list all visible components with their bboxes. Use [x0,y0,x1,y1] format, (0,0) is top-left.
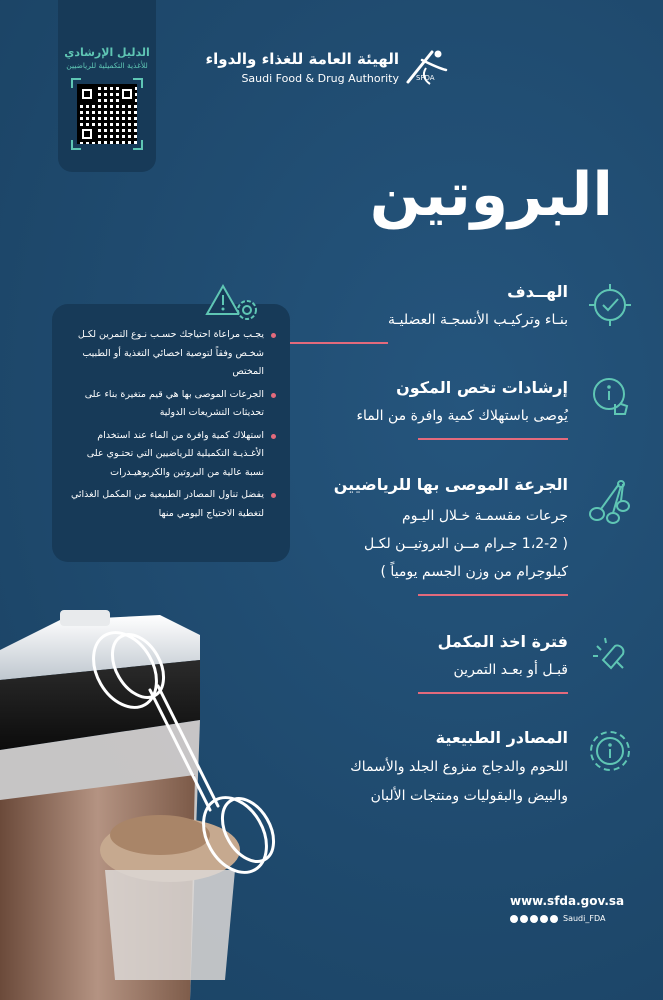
bell-icon [587,632,633,678]
section-timing-title: فترة اخذ المكمل [437,632,568,651]
facebook-icon[interactable] [550,915,558,923]
section-natural-sources-line-1: اللحوم والدجاج منزوع الجلد والأسماك [350,759,568,775]
sfda-logo-icon [402,48,450,90]
twitter-icon[interactable] [520,915,528,923]
measuring-spoons-icon [583,478,635,530]
tips-panel [52,304,290,562]
logo-english-text: Saudi Food & Drug Authority [241,72,399,85]
section-guidelines-title: إرشادات تخص المكون [396,378,568,397]
page-title: البروتين [369,160,613,230]
tip-item: يفضل تناول المصادر الطبيعية من المكمل الغذائي لتغطية الاحتياج اليومي منها [68,486,276,523]
tip-item: استهلاك كمية وافرة من الماء عند استخدام الأغـذيـة التكميلية للرياضيين التي تحتـوي على نسبة عالية من البروتين والكربوهيـدرات [68,427,276,483]
logo-sfda-text: SFDA [416,74,435,82]
warning-gear-icon [205,282,261,326]
section-divider [418,438,568,440]
section-divider [418,692,568,694]
qr-panel [58,0,156,172]
section-natural-sources-line-2: والبيض والبقوليات ومنتجات الألبان [370,788,568,805]
info-gear-icon [587,728,633,774]
section-dosage-line-1: جرعات مقسمـة خـلال اليـوم [402,508,568,524]
social-handles [510,914,605,923]
logo-arabic-text: الهيئة العامة للغذاء والدواء [205,50,399,68]
section-dosage-line-2: ( 1،2-2 جـرام مــن البروتيــن لكـل [364,536,568,552]
section-goal-body: بنـاء وتركيـب الأنسجـة العضليـة [388,312,568,328]
qr-frame[interactable] [77,84,137,144]
qr-subtitle: للأغذية التكميلية للرياضيين [66,61,148,70]
instagram-icon[interactable] [540,915,548,923]
protein-shaker-image [0,600,330,1000]
tip-item: يجـب مراعاة احتياجك حسـب نـوع التمرين لكـل شخـص وفقاً لتوصية اخصائي التغذية أو الطبيب المختص [68,326,276,382]
section-goal-title: الهــدف [507,282,568,301]
tip-item: الجرعات الموصى بها هي قيم متغيرة بناء على تحديثات التشريعات الدولية [68,386,276,423]
qr-code-icon[interactable] [77,84,137,144]
target-check-icon [587,282,633,328]
info-hand-icon [587,374,633,420]
youtube-icon[interactable] [510,915,518,923]
section-divider [418,594,568,596]
section-dosage-line-3: كيلوجرام من وزن الجسم يومياً ) [380,564,568,580]
section-dosage-title: الجرعة الموصى بها للرياضيين [333,475,568,494]
qr-title: الدليل الإرشادي [64,46,150,59]
social-handle-text: Saudi_FDA [563,914,606,923]
snapchat-icon[interactable] [530,915,538,923]
section-natural-sources-title: المصادر الطبيعية [435,728,568,747]
section-guidelines-body: يُوصى باستهلاك كمية وافرة من الماء [356,408,568,424]
tips-list [68,326,276,523]
website-link[interactable]: www.sfda.gov.sa [510,894,625,908]
section-timing-body: قبـل أو بعـد التمرين [453,662,568,678]
